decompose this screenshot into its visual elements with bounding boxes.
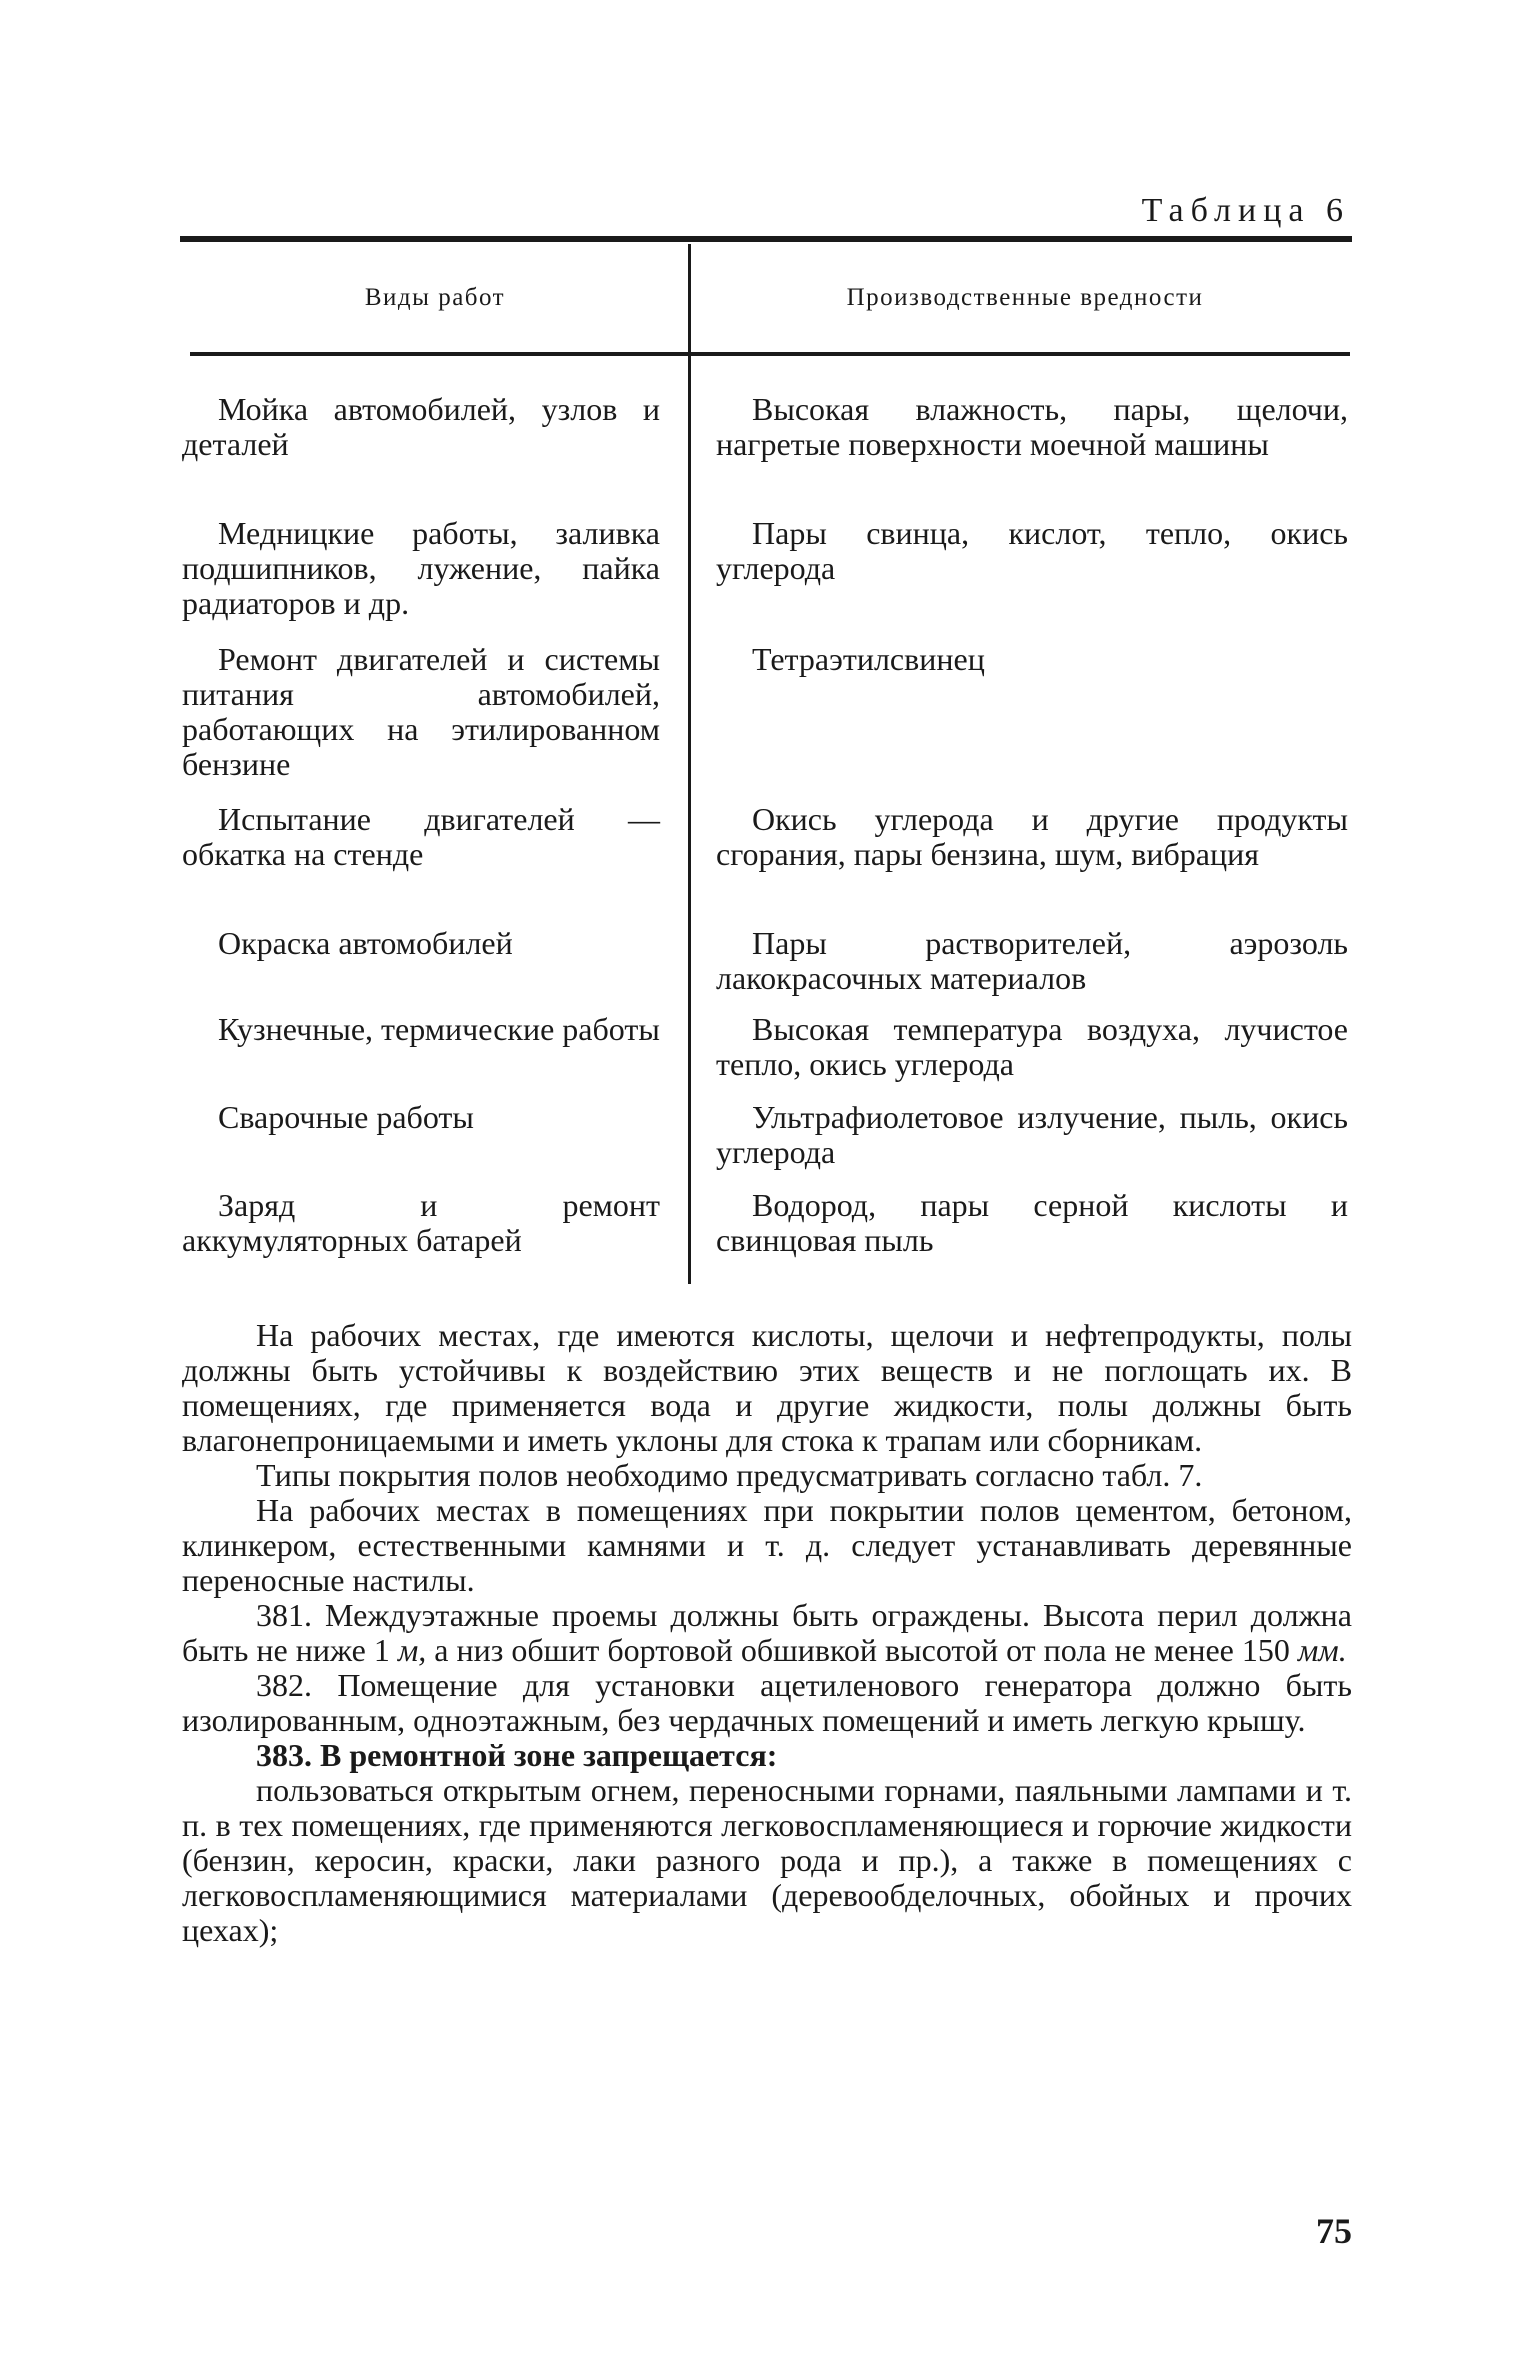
table-top-rule xyxy=(180,236,1352,242)
paragraph-floors-chemicals: На рабочих местах, где имеются кислоты, щелочи и нефтепродукты, полы должны быть устойчивы к воздействию этих веществ и не поглощать их. В помещениях, где применяется вода и другие жидкости, полы должны быть влагонепроницаемыми и иметь уклоны для стока к трапам или сборникам. xyxy=(182,1317,1352,1458)
row-8-hazard: Водород, пары серной кислоты и свинцовая пыль xyxy=(716,1187,1348,1258)
row-4-work: Испытание двигателей — обкатка на стенде xyxy=(182,801,660,872)
row-1-hazard: Высокая влажность, пары, щелочи, нагретые поверхности моечной машины xyxy=(716,391,1348,462)
table-column-divider xyxy=(688,244,691,1284)
row-8-work: Заряд и ремонт аккумуляторных батарей xyxy=(182,1187,660,1258)
row-2-hazard: Пары свинца, кислот, тепло, окись углерода xyxy=(716,515,1348,586)
paragraph-383-heading: 383. В ремонтной зоне запрещается: xyxy=(256,1737,778,1773)
page-number: 75 xyxy=(1316,2211,1352,2251)
row-3-hazard: Тетраэтилсвинец xyxy=(752,641,985,677)
row-2-work: Медницкие работы, заливка подшипников, лужение, пайка радиаторов и др. xyxy=(182,515,660,621)
row-5-hazard: Пары растворителей, аэрозоль лакокрасочных материалов xyxy=(716,925,1348,996)
body-text xyxy=(182,1318,1352,1948)
row-7-hazard: Ультрафиолетовое излучение, пыль, окись углерода xyxy=(716,1099,1348,1170)
header-hazards: Производственные вредности xyxy=(846,284,1204,311)
row-7-work: Сварочные работы xyxy=(218,1099,474,1135)
paragraph-383-item: пользоваться открытым огнем, переносными горнами, паяльными лампами и т. п. в тех помещениях, где применяются легковоспламеняющиеся и горючие жидкости (бензин, керосин, краски, лаки разного рода и пр.), а также в помещениях с легковоспламеняющимися материалами (деревообделочных, обойных и прочих цехах); xyxy=(182,1772,1352,1948)
paragraph-floor-types: Типы покрытия полов необходимо предусматривать согласно табл. 7. xyxy=(256,1457,1203,1493)
paragraph-381: 381. Междуэтажные проемы должны быть ограждены. Высота перил должна быть не ниже 1 м, а низ обшит бортовой обшивкой высотой от пола не менее 150 мм. xyxy=(182,1597,1353,1668)
table-caption: Таблица 6 xyxy=(1141,192,1350,229)
row-1-work: Мойка автомобилей, узлов и деталей xyxy=(182,391,660,462)
row-4-hazard: Окись углерода и другие продукты сгорания, пары бензина, шум, вибрация xyxy=(716,801,1348,872)
row-3-work: Ремонт двигателей и системы питания автомобилей, работающих на этилированном бензине xyxy=(182,641,660,782)
paragraph-382: 382. Помещение для установки ацетиленового генератора должно быть изолированным, одноэтажным, без чердачных помещений и иметь легкую крышу. xyxy=(182,1667,1353,1738)
table-header-rule xyxy=(190,352,1350,356)
paragraph-wooden-decks: На рабочих местах в помещениях при покрытии полов цементом, бетоном, клинкером, естественными камнями и т. д. следует устанавливать деревянные переносные настилы. xyxy=(182,1492,1352,1598)
row-6-work: Кузнечные, термические работы xyxy=(218,1011,660,1047)
header-work-types: Виды работ xyxy=(364,284,506,311)
row-5-work: Окраска автомобилей xyxy=(218,925,513,961)
row-6-hazard: Высокая температура воздуха, лучистое тепло, окись углерода xyxy=(716,1011,1348,1082)
